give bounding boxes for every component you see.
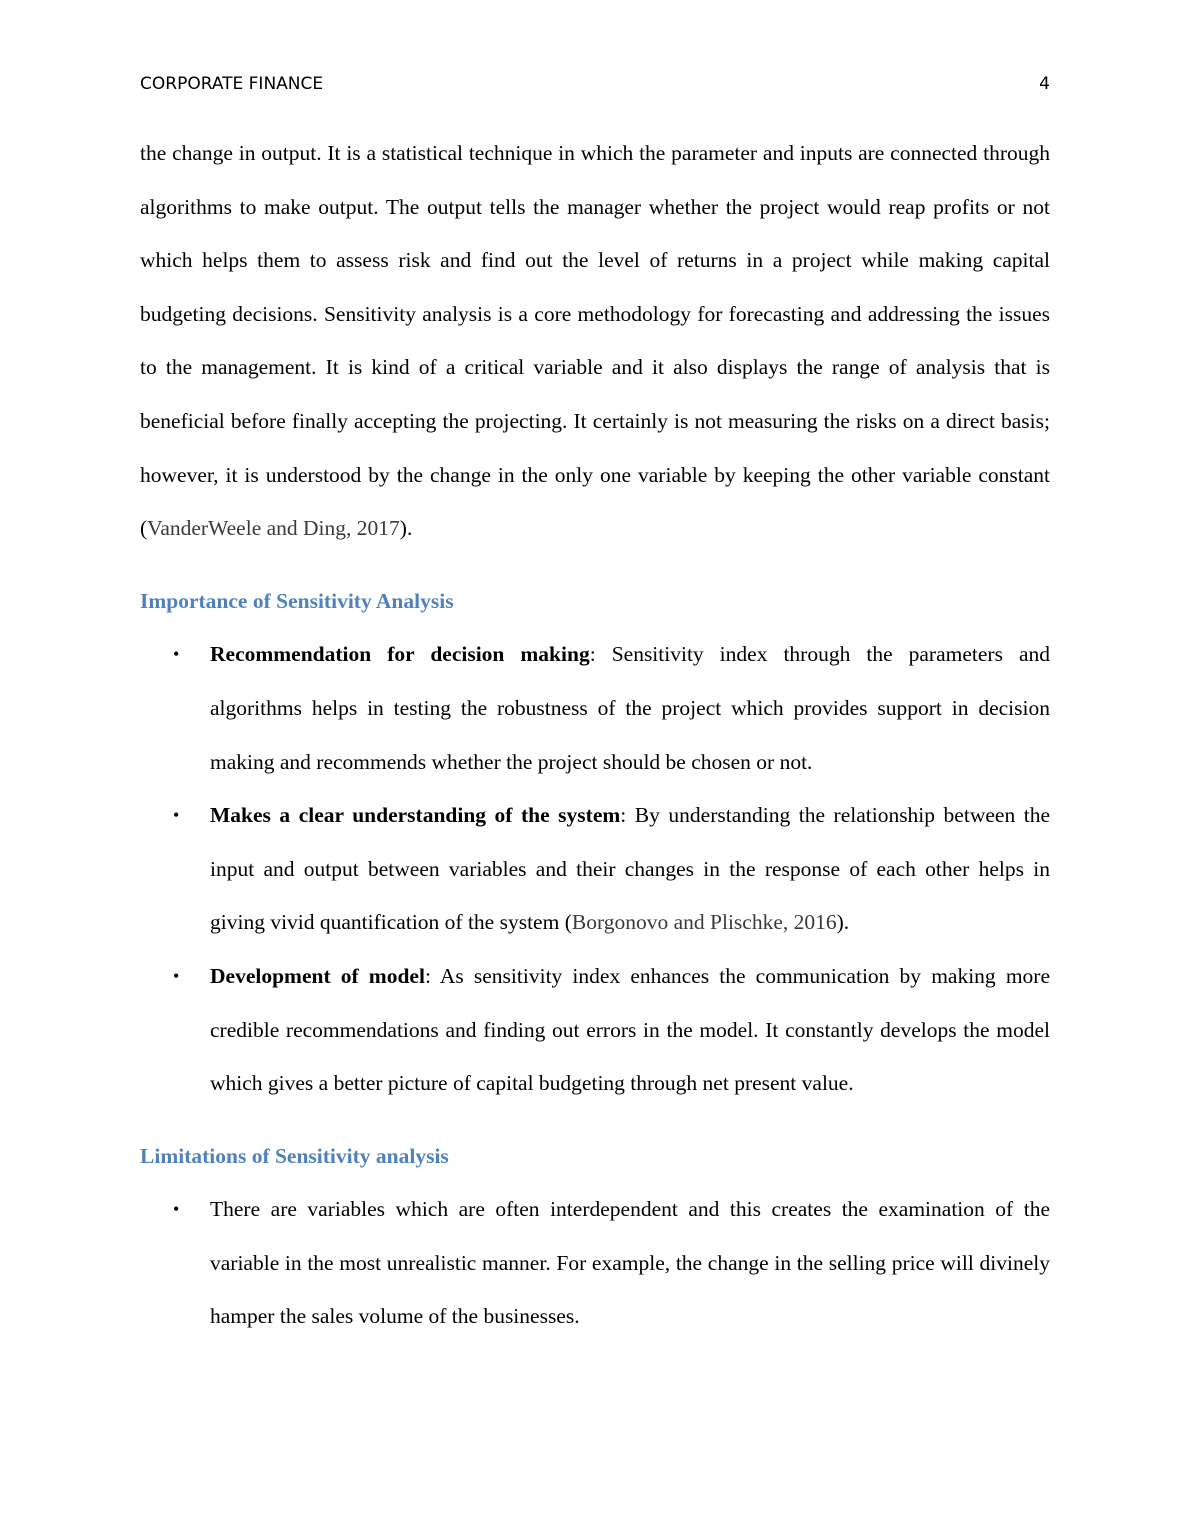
item-citation: Borgonovo and Plischke, 2016 (571, 910, 837, 935)
importance-list (140, 628, 1050, 1110)
item-text: : By understanding the relationship between the input and output between variables and their changes in the response of each other helps in giving vivid quantification of the system ( (210, 803, 1050, 935)
intro-paragraph (140, 127, 1050, 556)
item-closing: ). (836, 910, 850, 935)
item-text: : As sensitivity index enhances the communication by making more credible recommendations and finding out errors in the model. It constantly develops the model which gives a better picture of capital budgeting through net present value. (210, 963, 1050, 1096)
intro-closing: ). (399, 516, 413, 541)
item-text: : Sensitivity index through the parameters and algorithms helps in testing the robustness of the project which provides support in decision making and recommends whether the project should be chosen or not. (210, 642, 1050, 774)
list-item (140, 950, 1050, 1111)
intro-citation: VanderWeele and Ding, 2017 (147, 516, 400, 541)
header-title: CORPORATE FINANCE (140, 74, 324, 94)
importance-heading: Importance of Sensitivity Analysis (140, 588, 454, 613)
bullet-icon: • (173, 805, 180, 826)
limitations-list (140, 1183, 1050, 1344)
item-lead: Recommendation for decision making (210, 642, 590, 667)
item-lead: Makes a clear understanding of the system (210, 803, 621, 828)
list-item (140, 1183, 1050, 1344)
limitations-heading: Limitations of Sensitivity analysis (140, 1143, 449, 1168)
bullet-icon: • (173, 1199, 180, 1220)
page-number: 4 (1039, 74, 1050, 94)
running-header (140, 72, 1050, 96)
list-item (140, 789, 1050, 950)
item-text: There are variables which are often interdependent and this creates the examination of the variable in the most unrealistic manner. For example, the change in the selling price will divinely hamper the sales volume of the businesses. (210, 1197, 1050, 1329)
item-lead: Development of model (210, 963, 425, 988)
body-text (140, 127, 1050, 1344)
bullet-icon: • (173, 644, 180, 665)
bullet-icon: • (173, 965, 180, 986)
intro-text: the change in output. It is a statistical technique in which the parameter and inputs are connected through algorithms to make output. The output tells the manager whether the project would reap profits or not which helps them to assess risk and find out the level of returns in a project while making capital budgeting decisions. Sensitivity analysis is a core methodology for forecasting and addressing the issues to the management. It is kind of a critical variable and it also displays the range of analysis that is beneficial before finally accepting the projecting. It certainly is not measuring the risks on a direct basis; however, it is understood by the change in the only one variable by keeping the other variable constant ( (140, 141, 1050, 541)
list-item (140, 628, 1050, 789)
